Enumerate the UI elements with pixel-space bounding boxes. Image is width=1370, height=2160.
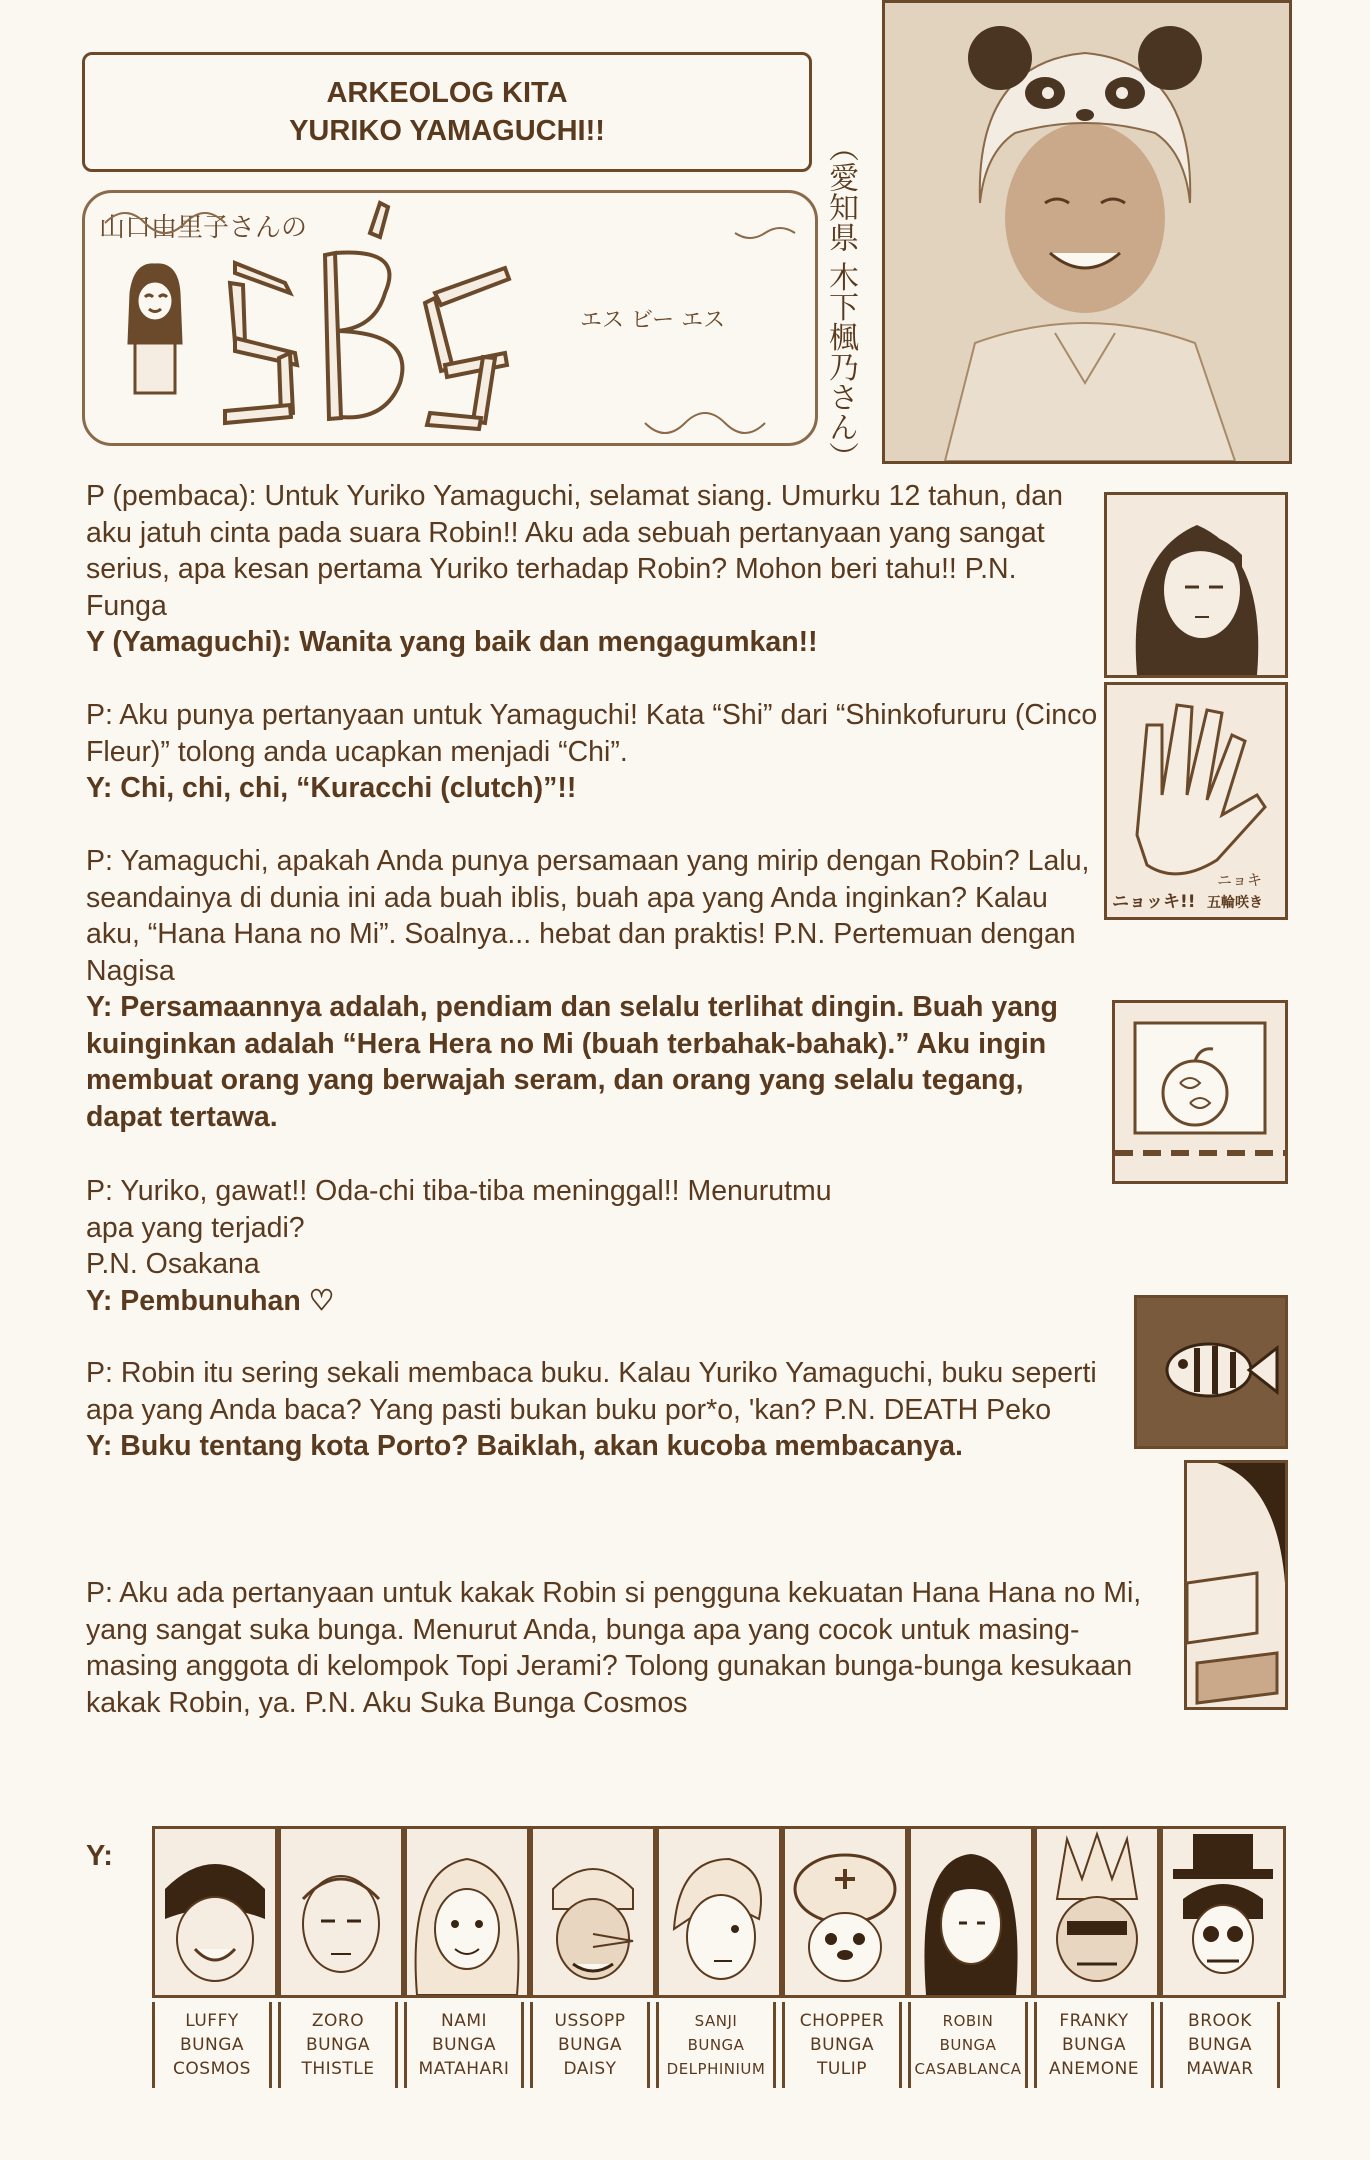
qa-block-1 (86, 478, 1086, 661)
final-answer-label: Y: (86, 1840, 113, 1872)
luffy-portrait (152, 1826, 278, 1998)
question-text: P: Aku punya pertanyaan untuk Yamaguchi! Kata “Shi” dari “Shinkofururu (Cinco Fleur)” tolong anda ucapkan menjadi “Chi”. (86, 699, 1098, 768)
devil-fruit-panel (1112, 1000, 1288, 1184)
caption-luffy (152, 2002, 272, 2088)
caption-usopp (530, 2002, 650, 2088)
yamaguchi-photo (882, 0, 1292, 464)
sfx-nyoki: ニョキ (1217, 871, 1263, 889)
question-text: P: Aku ada pertanyaan untuk kakak Robin si pengguna kekuatan Hana Hana no Mi, yang sangat suka bunga. Menurut Anda, bunga apa yang cocok untuk masing-masing anggota di kelompok Topi Jerami? Tolong gunakan bunga-bunga kesukaan kakak Robin, ya. P.N. Aku Suka Bunga Cosmos (86, 1577, 1142, 1719)
qa-block-4 (86, 1173, 1106, 1319)
crew-bunga: BUNGA (179, 2035, 245, 2055)
caption-robin (908, 2002, 1028, 2088)
question-line-3: P.N. Osakana (86, 1248, 260, 1280)
fish-panel (1134, 1295, 1288, 1449)
crew-name: USSOPP (554, 2011, 626, 2031)
sfx-gorin: 五輪咲き (1207, 895, 1263, 911)
robin-panel (1104, 492, 1288, 678)
answer-text: Y: Pembunuhan ♡ (86, 1284, 335, 1317)
robin-reading-panel (1184, 1460, 1288, 1710)
nami-portrait (404, 1826, 530, 1998)
title-line-1: ARKEOLOG KITA (326, 77, 568, 109)
banner-jp-title: 山口由里子さんの (99, 213, 308, 243)
crew-name: NAMI (440, 2011, 488, 2031)
sanji-portrait (656, 1826, 782, 1998)
crew-name: CHOPPER (799, 2011, 885, 2031)
crew-flower: COSMOS (173, 2059, 251, 2079)
crew-bunga: BUNGA (557, 2035, 623, 2055)
caption-chopper (782, 2002, 902, 2088)
title-line-2: YURIKO YAMAGUCHI!! (289, 115, 605, 147)
crew-flower: DAISY (563, 2059, 617, 2079)
qa-block-2 (86, 697, 1106, 807)
sfx-nyokki: ニョッキ!! (1112, 892, 1196, 912)
caption-sanji (656, 2002, 776, 2088)
crew-bunga: BUNGA (1061, 2035, 1127, 2055)
title-box (82, 52, 812, 172)
sbs-reading: エス ビー エス (580, 308, 726, 333)
crew-bunga: BUNGA (1187, 2035, 1253, 2055)
robin-reading-illustration (1187, 1463, 1285, 1707)
hand-panel (1104, 682, 1288, 920)
devil-fruit-illustration (1115, 1003, 1285, 1181)
question-text: P: Yamaguchi, apakah Anda punya persamaan yang mirip dengan Robin? Lalu, seandainya di dunia ini ada buah iblis, buah apa yang Anda inginkan? Kalau aku, “Hana Hana no Mi”. Soalnya... hebat dan praktis! P.N. Pertemuan dengan Nagisa (86, 845, 1090, 987)
qa-block-3 (86, 843, 1106, 1135)
brook-portrait (1160, 1826, 1286, 1998)
caption-franky (1034, 2002, 1154, 2088)
chopper-portrait (782, 1826, 908, 1998)
qa-block-5 (86, 1355, 1146, 1465)
crew-flower: MATAHARI (418, 2059, 510, 2079)
crew-name: ROBIN (942, 2012, 994, 2030)
question-line-1: P: Yuriko, gawat!! Oda-chi tiba-tiba meninggal!! Menurutmu (86, 1175, 832, 1207)
caption-nami (404, 2002, 524, 2088)
crew-flower: TULIP (816, 2059, 868, 2079)
crew-name: FRANKY (1059, 2011, 1129, 2031)
question-text: P: Robin itu sering sekali membaca buku. Kalau Yuriko Yamaguchi, buku seperti apa yang Anda baca? Yang pasti bukan buku por*o, 'kan? P.N. DEATH Peko (86, 1357, 1097, 1426)
sbs-banner (82, 190, 818, 446)
fish-illustration (1137, 1298, 1285, 1446)
crew-flower: CASABLANCA (914, 2060, 1022, 2078)
robin-illustration (1107, 495, 1285, 675)
crew-flower: MAWAR (1186, 2059, 1254, 2079)
crew-name: LUFFY (185, 2011, 239, 2031)
crew-bunga: BUNGA (305, 2035, 371, 2055)
qa-block-6 (86, 1575, 1166, 1721)
answer-text: Y: Persamaannya adalah, pendiam dan selalu terlihat dingin. Buah yang kuinginkan adalah “Hera Hera no Mi (buah terbahak-bahak).” Aku ingin membuat orang yang berwajah seram, dan orang yang selalu tegang, dapat tertawa. (86, 991, 1058, 1133)
caption-zoro (278, 2002, 398, 2088)
caption-brook (1160, 2002, 1280, 2088)
crew-flower: DELPHINIUM (666, 2060, 766, 2078)
reader-credit: （愛知県 木下楓乃さん） (823, 132, 858, 472)
robin-portrait (908, 1826, 1034, 1998)
portrait-illustration (885, 3, 1289, 461)
zoro-portrait (278, 1826, 404, 1998)
answer-text: Y: Buku tentang kota Porto? Baiklah, akan kucoba membacanya. (86, 1430, 963, 1462)
crew-name: BROOK (1188, 2011, 1252, 2031)
hand-illustration (1107, 685, 1285, 917)
franky-portrait (1034, 1826, 1160, 1998)
crew-bunga: BUNGA (431, 2035, 497, 2055)
answer-text: Y (Yamaguchi): Wanita yang baik dan mengagumkan!! (86, 626, 818, 658)
usopp-portrait (530, 1826, 656, 1998)
crew-bunga: BUNGA (687, 2036, 745, 2054)
crew-bunga: BUNGA (809, 2035, 875, 2055)
answer-text: Y: Chi, chi, chi, “Kuracchi (clutch)”!! (86, 772, 577, 804)
crew-flower: ANEMONE (1048, 2059, 1140, 2079)
crew-bunga: BUNGA (939, 2036, 997, 2054)
question-line-2: apa yang terjadi? (86, 1211, 305, 1244)
crew-flower: THISTLE (301, 2059, 375, 2079)
crew-name: SANJI (694, 2012, 738, 2030)
question-text: P (pembaca): Untuk Yuriko Yamaguchi, selamat siang. Umurku 12 tahun, dan aku jatuh cinta pada suara Robin!! Aku ada sebuah pertanyaan yang sangat serius, apa kesan pertama Yuriko terhadap Robin? Mohon beri tahu!! P.N. Funga (86, 480, 1063, 622)
crew-name: ZORO (311, 2011, 365, 2031)
